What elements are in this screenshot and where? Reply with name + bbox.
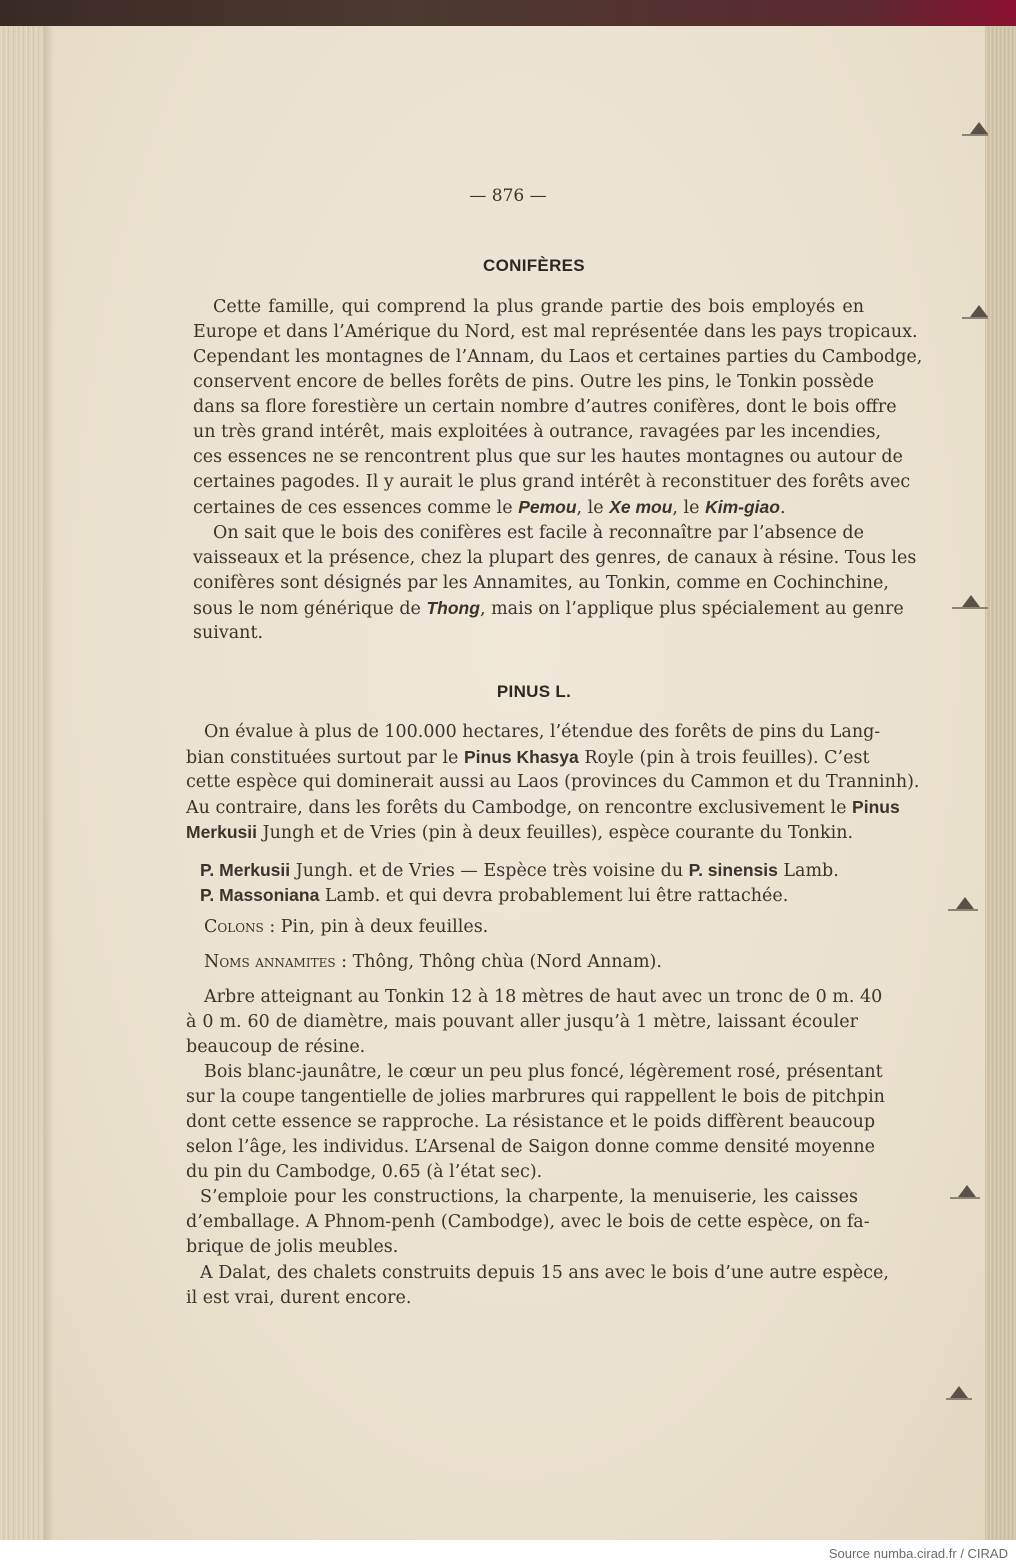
text-line: certaines pagodes. Il y aurait le plus grand intérêt à reconstituer des forêts avec <box>193 472 911 492</box>
text-line: du pin du Cambodge, 0.65 (à l’état sec). <box>186 1162 543 1182</box>
text-line: il est vrai, durent encore. <box>186 1288 412 1308</box>
synonym-line: P. Massoniana Lamb. et qui devra probablement lui être rattachée. <box>200 885 789 906</box>
field-label: Colons <box>204 917 264 937</box>
text-line: S’emploie pour les constructions, la charpente, la menuiserie, les caisses <box>200 1187 858 1207</box>
section-heading-pinus: PINUS L. <box>496 682 572 701</box>
text-line: A Dalat, des chalets construits depuis 15 ans avec le bois d’une autre espèce, <box>200 1263 889 1283</box>
text-line: dans sa flore forestière un certain nombre d’autres conifères, dont le bois offre <box>193 397 897 417</box>
text-line: Cependant les montagnes de l’Annam, du Laos et certaines parties du Cambodge, <box>193 347 923 367</box>
margin-marker-icon <box>950 1386 968 1398</box>
text-line: Bois blanc-jaunâtre, le cœur un peu plus foncé, légèrement rosé, présentant <box>204 1062 883 1082</box>
vernacular-name: Pemou <box>518 497 577 517</box>
text-line: beaucoup de résine. <box>186 1037 366 1057</box>
vernacular-name: Thong <box>426 598 480 618</box>
text-line: brique de jolis meubles. <box>186 1237 399 1257</box>
noms-line: Noms annamites : Thông, Thông chùa (Nord Annam). <box>204 952 662 972</box>
text-line: suivant. <box>193 623 264 643</box>
species-name: P. Merkusii <box>200 860 291 880</box>
margin-marker-icon <box>958 1185 976 1197</box>
species-name: P. Massoniana <box>200 885 320 905</box>
synonym-line: P. Merkusii Jungh. et de Vries — Espèce très voisine du P. sinensis Lamb. <box>200 860 839 881</box>
text-line: à 0 m. 60 de diamètre, mais pouvant aller jusqu’à 1 mètre, laissant écouler <box>186 1012 858 1032</box>
margin-tick-line <box>952 607 988 609</box>
text-line: vaisseaux et la présence, chez la plupart des genres, de canaux à résine. Tous les <box>193 548 917 568</box>
field-label: Noms annamites <box>204 952 336 972</box>
text-line: conifères sont désignés par les Annamites, au Tonkin, comme en Cochinchine, <box>193 573 889 593</box>
species-name: Merkusii <box>186 822 257 842</box>
book-edge-right <box>985 0 1016 1540</box>
text-line: Au contraire, dans les forêts du Cambodge, on rencontre exclusivement le Pinus <box>186 797 900 818</box>
vernacular-name: Kim-giao <box>705 497 780 517</box>
margin-tick-line <box>962 134 988 136</box>
species-name: P. sinensis <box>688 860 778 880</box>
text-line: On sait que le bois des conifères est facile à reconnaître par l’absence de <box>213 523 864 543</box>
text-line: conservent encore de belles forêts de pins. Outre les pins, le Tonkin possède <box>193 372 874 392</box>
text-line: sur la coupe tangentielle de jolies marbrures qui rappellent le bois de pitchpin <box>186 1087 885 1107</box>
text-line: sous le nom générique de Thong, mais on l’applique plus spécialement au genre <box>193 598 904 619</box>
text-line: un très grand intérêt, mais exploitées à outrance, ravagées par les incendies, <box>193 422 882 442</box>
species-name: Pinus Khasya <box>463 747 579 767</box>
book-binding-top <box>0 0 1016 26</box>
margin-marker-icon <box>956 897 974 909</box>
text-line: d’emballage. A Phnom-penh (Cambodge), avec le bois de cette espèce, on fa- <box>186 1212 870 1232</box>
text-line: Cette famille, qui comprend la plus grande partie des bois employés en <box>213 297 864 317</box>
text-line: bian constituées surtout par le Pinus Khasya Royle (pin à trois feuilles). C’est <box>186 747 870 768</box>
margin-marker-icon <box>970 305 988 317</box>
text-line: certaines de ces essences comme le Pemou, le Xe mou, le Kim-giao. <box>193 497 786 518</box>
text-line: Merkusii Jungh et de Vries (pin à deux feuilles), espèce courante du Tonkin. <box>186 822 854 843</box>
book-edge-left <box>0 0 44 1540</box>
source-credit: Source numba.cirad.fr / CIRAD <box>828 1546 1008 1561</box>
text-line: ces essences ne se rencontrent plus que sur les hautes montagnes ou autour de <box>193 447 903 467</box>
vernacular-name: Xe mou <box>609 497 673 517</box>
species-name: Pinus <box>852 797 900 817</box>
text-line: On évalue à plus de 100.000 hectares, l’étendue des forêts de pins du Lang- <box>204 722 881 742</box>
margin-marker-icon <box>970 122 988 134</box>
margin-tick-line <box>946 1398 972 1400</box>
section-heading-coniferes: CONIFÈRES <box>483 256 585 275</box>
text-line: cette espèce qui dominerait aussi au Laos (provinces du Cammon et du Tranninh). <box>186 772 920 792</box>
colons-line: Colons : Pin, pin à deux feuilles. <box>204 917 489 937</box>
margin-tick-line <box>948 909 978 911</box>
margin-marker-icon <box>962 595 980 607</box>
text-line: Arbre atteignant au Tonkin 12 à 18 mètres de haut avec un tronc de 0 m. 40 <box>204 987 883 1007</box>
margin-tick-line <box>962 317 988 319</box>
page-number: — 876 — <box>469 186 547 206</box>
margin-tick-line <box>950 1197 980 1199</box>
text-line: selon l’âge, les individus. L’Arsenal de Saigon donne comme densité moyenne <box>186 1137 875 1157</box>
text-line: dont cette essence se rapproche. La résistance et le poids diffèrent beaucoup <box>186 1112 876 1132</box>
text-line: Europe et dans l’Amérique du Nord, est mal représentée dans les pays tropicaux. <box>193 322 918 342</box>
